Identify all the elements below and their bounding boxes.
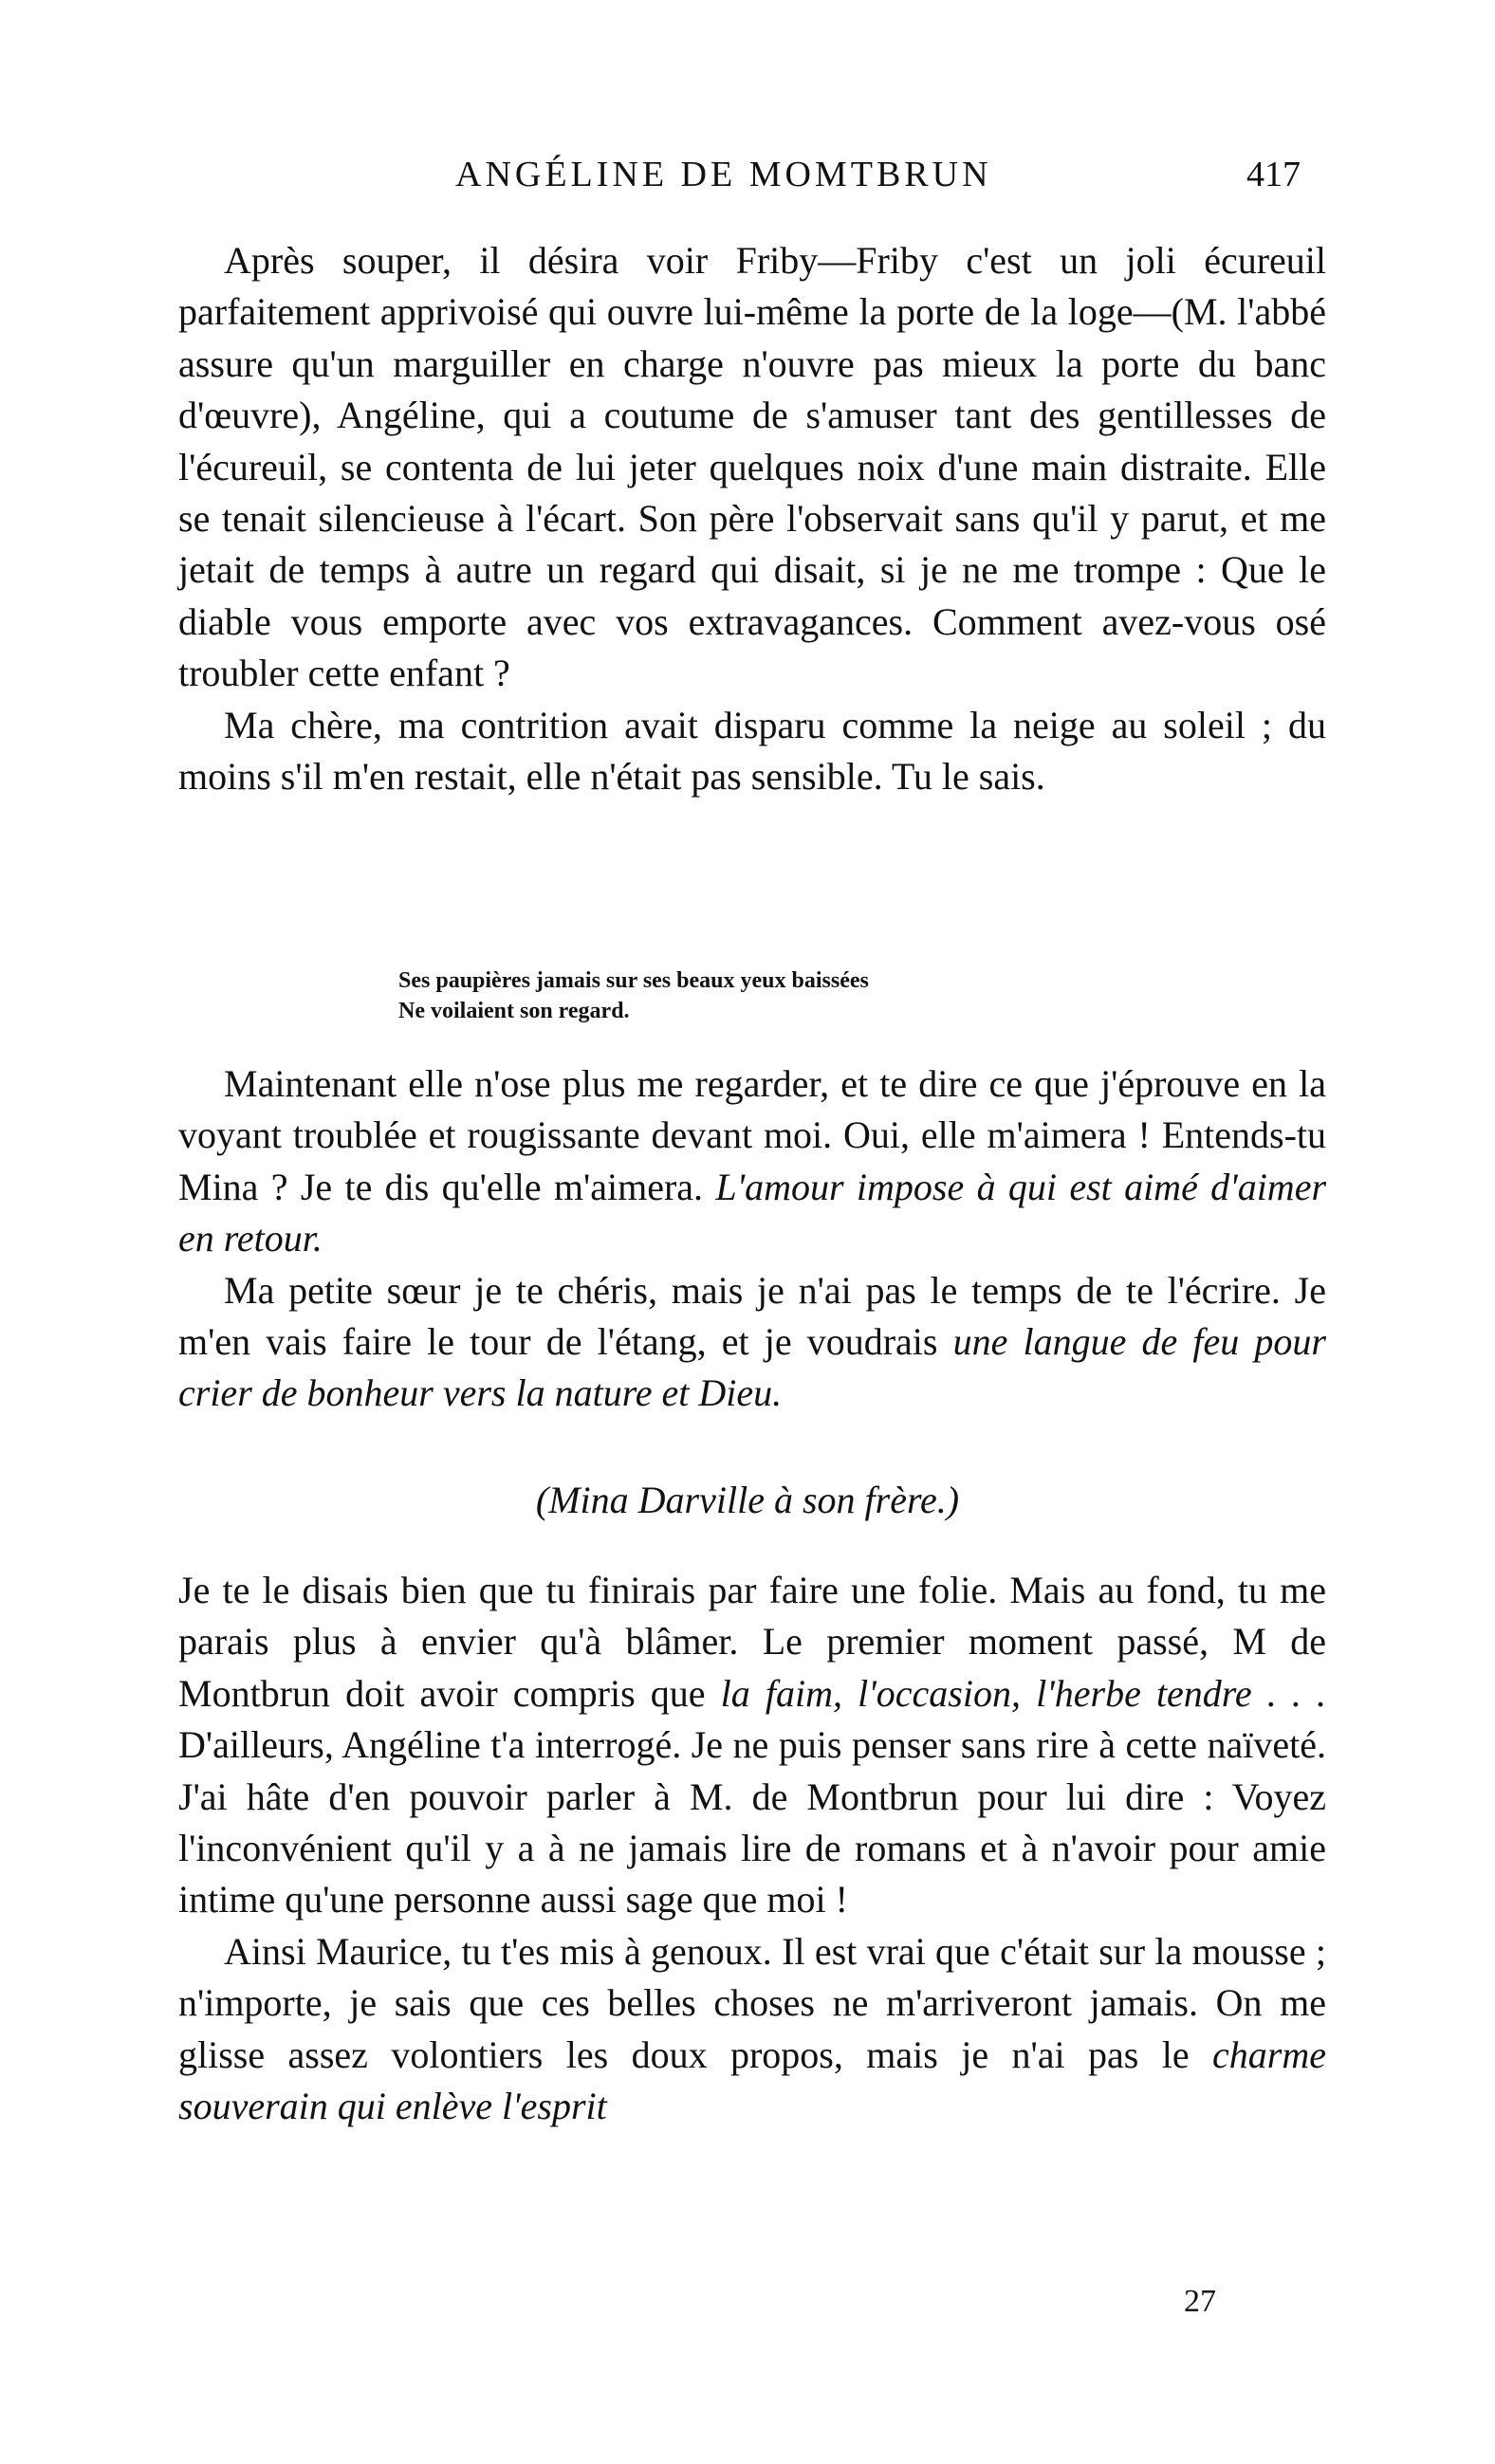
paragraph-3-text: Maintenant elle n'ose plus me regarder, et te dire ce que j'éprouve en la voyant troublée et rougissante devant moi. Oui, elle m'aimera ! Entends-tu Mina ? Je te dis qu'elle m'aimera. (178, 1062, 1326, 1208)
paragraph-3 (178, 1058, 1326, 1265)
paragraph-2: Ma chère, ma contrition avait disparu comme la neige au soleil ; du moins s'il m'en restait, elle n'était pas sensible. Tu le sais. (178, 703, 1326, 799)
page-number: 417 (1246, 155, 1301, 194)
paragraph-4 (178, 1265, 1326, 1420)
paragraph-6 (178, 1926, 1326, 2133)
paragraph-5-italic: la faim, l'occasion, l'herbe tendre . . . (720, 1671, 1326, 1715)
signature-mark: 27 (1184, 2284, 1216, 2319)
paragraph-3-italic: L'amour impose à qui est aimé d'aimer en retour. (178, 1165, 1327, 1260)
letter-signature: (Mina Darville à son frère.) (535, 1479, 960, 1521)
paragraph-1: Après souper, il désira voir Friby—Friby c'est un joli écureuil parfaitement apprivoisé qui ouvre lui-même la porte de la loge—(M. l'abbé assure qu'un marguiller en charge n'ouvre pas mieux la porte du banc d'œuvre), Angéline, qui a coutume de s'amuser tant des gentillesses de l'écureuil, se contenta de lui jeter quelques noix d'une main distraite. Elle se tenait silencieuse à l'écart. Son père l'observait sans qu'il y parut, et me jetait de temps à autre un regard qui disait, si je ne me trompe : Que le diable vous emporte avec vos extravagances. Comment avez-vous osé troubler cette enfant ? (178, 239, 1326, 695)
paragraph-4-text: Ma petite sœur je te chéris, mais je n'ai pas le temps de te l'écrire. Je m'en vais faire le tour de l'étang, et je voudrais (178, 1268, 1326, 1364)
paragraph-4-italic: une langue de feu pour crier de bonheur vers la nature et Dieu. (178, 1320, 1326, 1415)
verse-line-1: Ses paupières jamais sur ses beaux yeux baissées (398, 968, 869, 993)
paragraph-5 (178, 1565, 1326, 1926)
text-block-3 (178, 1565, 1326, 2132)
paragraph-5-text-a: Je te le disais bien que tu finirais par faire une folie. Mais au fond, tu me parais plus à envier qu'à blâmer. Le premier moment passé, M de Montbrun doit avoir compris que (178, 1569, 1326, 1715)
verse-quote (398, 965, 869, 1026)
running-title: ANGÉLINE DE MOMTBRUN (455, 155, 992, 194)
text-block-1 (178, 235, 1326, 802)
verse-line-2: Ne voilaient son regard. (398, 999, 630, 1023)
paragraph-6-italic: charme souverain qui enlève l'esprit (178, 2032, 1327, 2128)
paragraph-5-text-b: D'ailleurs, Angéline t'a interrogé. Je ne puis penser sans rire à cette naïveté. J'ai hâte d'en pouvoir parler à M. de Montbrun pour lui dire : Voyez l'inconvénient qu'il y a à ne jamais lire de romans et à n'avoir pour amie intime qu'une personne aussi sage que moi ! (178, 1723, 1326, 1922)
paragraph-6-text: Ainsi Maurice, tu t'es mis à genoux. Il est vrai que c'était sur la mousse ; n'importe, je sais que ces belles choses ne m'arriveront jamais. On me glisse assez volontiers les doux propos, mais je n'ai pas le (178, 1929, 1326, 2076)
text-block-2 (178, 1058, 1326, 1420)
